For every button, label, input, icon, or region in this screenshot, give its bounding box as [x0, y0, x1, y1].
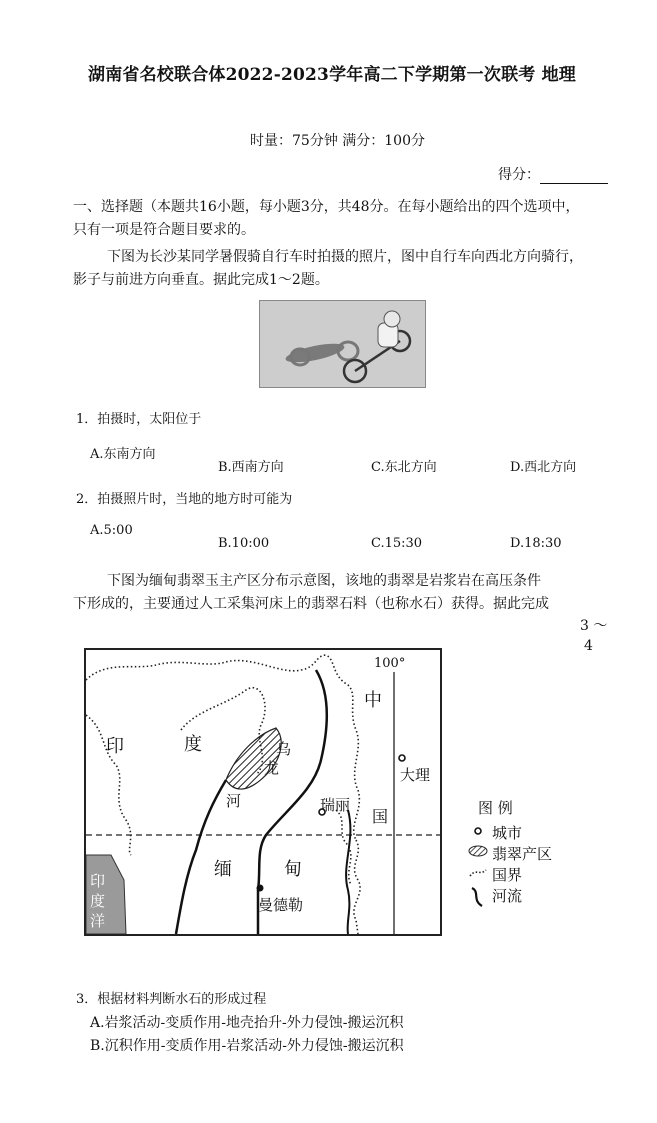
- label-mandalay: 曼德勒: [258, 896, 304, 914]
- label-china-2: 国: [372, 807, 389, 826]
- section-intro: [73, 196, 580, 242]
- label-india-1: 印: [106, 736, 124, 757]
- label-dali: 大理: [400, 766, 431, 784]
- river-shweli: [346, 810, 350, 934]
- label-river-2: 龙: [264, 759, 280, 777]
- question-1-option-d[interactable]: D.西北方向: [510, 460, 577, 475]
- label-ocean-3: 洋: [90, 912, 106, 930]
- legend-symbols: [468, 820, 488, 920]
- question-1-option-b[interactable]: B.西南方向: [218, 460, 284, 475]
- question-3-option-a[interactable]: A.岩浆活动-变质作用-地壳抬升-外力侵蚀-搬运沉积: [90, 1015, 404, 1031]
- legend-river-symbol: [472, 888, 482, 906]
- label-india-2: 度: [184, 734, 202, 755]
- question-2-stem: 2．拍摄照片时，当地的地方时可能为: [76, 492, 293, 507]
- label-myanmar-1: 缅: [214, 859, 232, 880]
- question-1-option-c[interactable]: C.东北方向: [371, 460, 437, 475]
- question-2-option-b[interactable]: B.10:00: [218, 536, 270, 551]
- legend-jade: 翡翠产区: [492, 845, 553, 863]
- legend-border-symbol: [470, 870, 486, 876]
- question-1-option-a[interactable]: A.东南方向: [90, 447, 156, 462]
- passage-1-line2: 影子与前进方向垂直。据此完成1～2题。: [73, 272, 329, 288]
- label-ruili: 瑞丽: [320, 796, 351, 814]
- label-myanmar-2: 甸: [284, 859, 302, 880]
- page-title: 湖南省名校联合体2022-2023学年高二下学期第一次联考 地理: [88, 65, 577, 85]
- section-intro-line1: 一、选择题（本题共16小题，每小题3分，共48分。在每小题给出的四个选项中，: [73, 199, 580, 215]
- label-ocean-2: 度: [90, 892, 106, 910]
- legend-city-symbol: [475, 828, 481, 834]
- passage-1-line1: 下图为长沙某同学暑假骑自行车时拍摄的照片，图中自行车向西北方向骑行，: [107, 249, 583, 265]
- question-1-stem: 1．拍摄时，太阳位于: [76, 412, 202, 427]
- label-river-3: 河: [226, 792, 242, 810]
- passage-2-line2: 下形成的，主要通过人工采集河床上的翡翠石料（也称水石）获得。据此完成: [73, 596, 549, 612]
- longitude-label: 100°: [374, 656, 406, 671]
- bicycle-photo-illustration: [260, 301, 425, 387]
- label-ocean-1: 印: [90, 872, 106, 890]
- city-dali-marker: [399, 755, 405, 761]
- border-line-east: [354, 840, 360, 934]
- section-intro-line2: 只有一项是符合题目要求的。: [73, 222, 255, 238]
- legend-jade-symbol: [469, 846, 487, 856]
- question-3-stem: 3．根据材料判断水石的形成过程: [76, 992, 267, 1007]
- question-3-option-b[interactable]: B.沉积作用-变质作用-岩浆活动-外力侵蚀-搬运沉积: [90, 1038, 404, 1054]
- passage-2: [73, 570, 549, 616]
- label-river-1: 乌: [276, 740, 292, 758]
- question-2-option-a[interactable]: A.5:00: [90, 523, 133, 538]
- passage-1: [73, 246, 583, 292]
- jade-region-map: [84, 648, 442, 936]
- bicycle-photo: [259, 300, 426, 388]
- exam-meta: 时量：75分钟 满分：100分: [250, 133, 425, 149]
- question-2-option-c[interactable]: C.15:30: [371, 536, 423, 551]
- city-mandalay-marker: [257, 885, 264, 892]
- legend-title: 图 例: [478, 799, 513, 817]
- score-blank: [540, 169, 608, 184]
- question-2-option-d[interactable]: D.18:30: [510, 536, 562, 551]
- score-label: 得分：: [498, 167, 540, 183]
- passage-2-line3a: 3 ～: [580, 618, 608, 634]
- legend-border: 国界: [492, 866, 523, 884]
- score-field: [498, 164, 608, 184]
- passage-2-line1: 下图为缅甸翡翠玉主产区分布示意图，该地的翡翠是岩浆岩在高压条件: [107, 573, 541, 589]
- legend-river: 河流: [492, 887, 523, 905]
- passage-2-line3b: 4: [584, 638, 593, 654]
- legend-city: 城市: [492, 824, 523, 842]
- label-china-1: 中: [364, 690, 382, 711]
- map-drawing: [86, 650, 440, 934]
